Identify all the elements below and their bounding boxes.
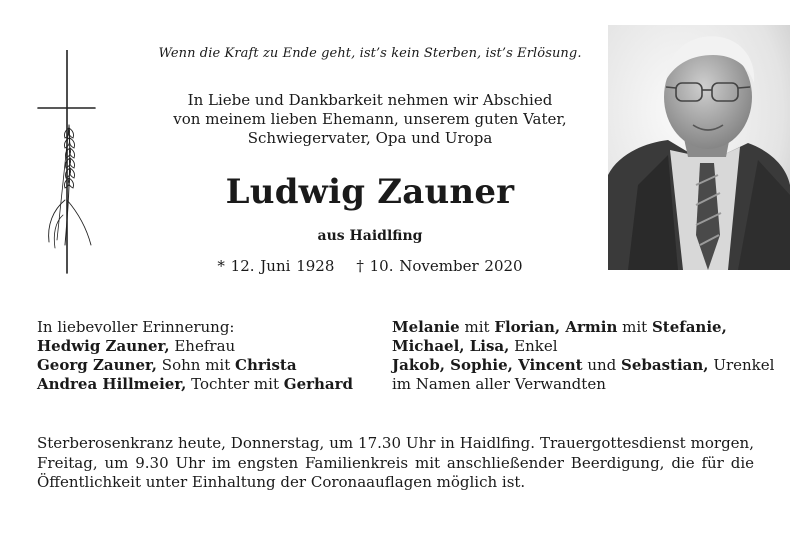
mourner-relation: Sohn mit bbox=[157, 356, 236, 374]
mourner-line bbox=[37, 375, 377, 394]
motto: Wenn die Kraft zu Ende geht, ist’s kein Sterben, ist’s Erlösung. bbox=[158, 46, 582, 61]
portrait-photo bbox=[608, 25, 790, 270]
mourner-name: Michael, Lisa, bbox=[392, 337, 510, 355]
mourner-name: Stefanie, bbox=[651, 318, 727, 336]
connector: mit bbox=[617, 318, 652, 336]
cross-with-wheat-icon bbox=[35, 50, 105, 275]
mourner-line bbox=[392, 356, 775, 375]
mourner-partner: Christa bbox=[235, 356, 297, 374]
connector: und bbox=[582, 356, 622, 374]
deceased-name: Ludwig Zauner bbox=[225, 172, 515, 212]
mourner-line bbox=[392, 318, 762, 337]
mourner-line: im Namen aller Verwandten bbox=[392, 375, 606, 393]
funeral-notice: Sterberosenkranz heute, Donnerstag, um 17.30 Uhr in Haidlfing. Trauergottesdienst morgen, Freitag, um 9.30 Uhr im engsten Familienkreis mit anschließender Beerdigung, die für die Öffentlichkeit unter Einhaltung der Coronaauflagen möglich ist. bbox=[37, 434, 754, 491]
death-date: † 10. November 2020 bbox=[356, 257, 523, 275]
mourner-name: Hedwig Zauner, bbox=[37, 337, 170, 355]
mourner-relation: Ehefrau bbox=[169, 337, 236, 355]
mourner-name: Jakob, Sophie, Vincent bbox=[392, 356, 583, 374]
mourner-name: Sebastian, bbox=[621, 356, 709, 374]
mourner-relation: Enkel bbox=[509, 337, 558, 355]
mourners-left bbox=[37, 318, 377, 394]
mourner-line bbox=[37, 337, 377, 356]
mourner-name: Florian, Armin bbox=[494, 318, 618, 336]
intro-line: In Liebe und Dankbarkeit nehmen wir Abschied bbox=[187, 91, 553, 109]
mourners-right bbox=[392, 318, 775, 394]
mourner-name: Andrea Hillmeier, bbox=[37, 375, 187, 393]
mourner-line bbox=[392, 337, 762, 356]
connector: mit bbox=[459, 318, 495, 336]
intro-text bbox=[140, 91, 600, 148]
mourner-partner: Gerhard bbox=[283, 375, 354, 393]
mourner-relation: Tochter mit bbox=[186, 375, 284, 393]
mourner-relation: Urenkel bbox=[708, 356, 775, 374]
mourner-line bbox=[37, 356, 377, 375]
intro-line: von meinem lieben Ehemann, unserem guten Vater, bbox=[173, 110, 567, 128]
mourners-heading: In liebevoller Erinnerung: bbox=[37, 318, 235, 336]
mourner-name: Melanie bbox=[392, 318, 460, 336]
birth-date: * 12. Juni 1928 bbox=[217, 257, 335, 275]
deceased-place: aus Haidlfing bbox=[317, 228, 423, 244]
intro-line: Schwiegervater, Opa und Uropa bbox=[247, 129, 493, 147]
mourner-name: Georg Zauner, bbox=[37, 356, 158, 374]
life-dates bbox=[190, 257, 550, 275]
